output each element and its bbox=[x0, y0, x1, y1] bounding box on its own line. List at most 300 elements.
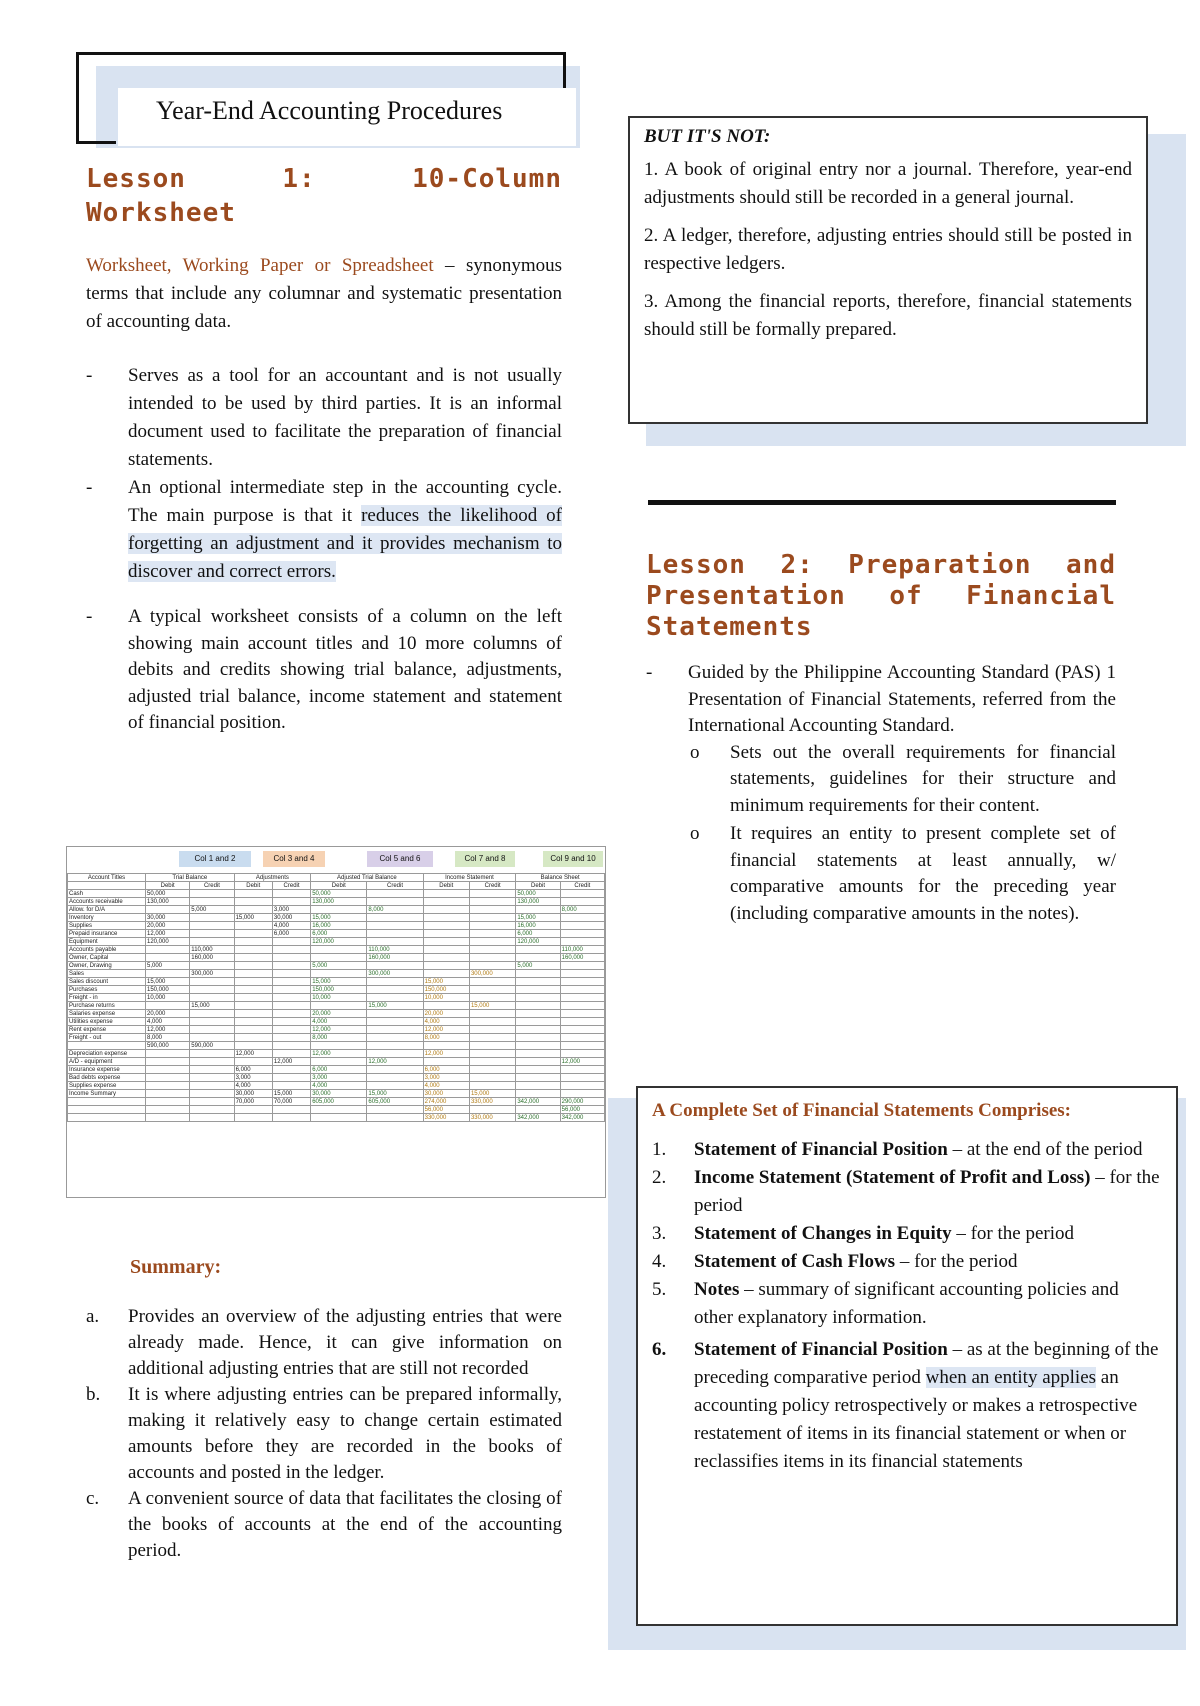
table-cell bbox=[146, 1058, 190, 1066]
table-cell bbox=[423, 930, 469, 938]
table-cell: Allow. for D/A bbox=[68, 906, 146, 914]
table-cell bbox=[469, 890, 515, 898]
not-box bbox=[628, 116, 1148, 424]
table-cell bbox=[234, 1026, 272, 1034]
table-cell bbox=[516, 1050, 560, 1058]
table-cell bbox=[68, 1042, 146, 1050]
table-cell: Cash bbox=[68, 890, 146, 898]
table-cell bbox=[560, 1050, 604, 1058]
table-cell bbox=[469, 938, 515, 946]
table-cell bbox=[311, 1058, 367, 1066]
fs-title: Statement of Financial Position bbox=[694, 1139, 948, 1160]
table-cell: 15,000 bbox=[311, 978, 367, 986]
table-cell bbox=[469, 1074, 515, 1082]
table-cell: Debit bbox=[311, 882, 367, 890]
chip-col-1-2: Col 1 and 2 bbox=[179, 851, 251, 867]
table-cell bbox=[146, 970, 190, 978]
table-cell: 12,000 bbox=[560, 1058, 604, 1066]
table-cell bbox=[146, 1066, 190, 1074]
sub-item-text: It requires an entity to present complete set of financial statements at least annually, w/ comparative amounts for the preceding year (including comparative amounts in the notes). bbox=[730, 823, 1116, 924]
table-cell: Inventory bbox=[68, 914, 146, 922]
table-cell bbox=[272, 986, 310, 994]
table-cell: Supplies bbox=[68, 922, 146, 930]
table-cell bbox=[272, 1050, 310, 1058]
table-row bbox=[68, 1098, 605, 1106]
table-cell bbox=[560, 898, 604, 906]
table-row bbox=[68, 922, 605, 930]
table-cell bbox=[234, 946, 272, 954]
table-cell: 330,000 bbox=[469, 1098, 515, 1106]
table-cell: 274,000 bbox=[423, 1098, 469, 1106]
table-cell bbox=[68, 882, 146, 890]
table-cell: 110,000 bbox=[190, 946, 234, 954]
table-cell bbox=[367, 1074, 423, 1082]
fs-desc: – as at the beginning of the preceding comparative period bbox=[694, 1339, 1159, 1388]
table-cell bbox=[190, 1050, 234, 1058]
table-cell bbox=[190, 898, 234, 906]
table-cell: Owner, Capital bbox=[68, 954, 146, 962]
summary-heading: Summary: bbox=[130, 1256, 222, 1278]
table-cell: Adjusted Trial Balance bbox=[311, 874, 423, 882]
table-cell: Balance Sheet bbox=[516, 874, 605, 882]
section-divider bbox=[648, 500, 1116, 505]
table-cell bbox=[516, 970, 560, 978]
table-cell: 15,000 bbox=[423, 978, 469, 986]
table-cell bbox=[146, 1114, 190, 1122]
table-cell: 150,000 bbox=[146, 986, 190, 994]
table-cell: Credit bbox=[367, 882, 423, 890]
table-cell: Utilities expense bbox=[68, 1018, 146, 1026]
table-cell: 10,000 bbox=[311, 994, 367, 1002]
table-cell bbox=[146, 1098, 190, 1106]
table-cell: Insurance expense bbox=[68, 1066, 146, 1074]
table-cell bbox=[311, 954, 367, 962]
table-cell: Debit bbox=[516, 882, 560, 890]
table-cell: 20,000 bbox=[311, 1010, 367, 1018]
fs-desc: – summary of significant accounting policies and other explanatory information. bbox=[694, 1279, 1119, 1328]
table-row bbox=[68, 914, 605, 922]
table-cell: 16,000 bbox=[516, 922, 560, 930]
table-cell bbox=[146, 946, 190, 954]
table-cell: 30,000 bbox=[234, 1090, 272, 1098]
table-cell bbox=[367, 986, 423, 994]
table-cell bbox=[311, 906, 367, 914]
table-cell bbox=[190, 922, 234, 930]
bullet-text: A typical worksheet consists of a column on the left showing main account titles and 10 more columns of debits and credits showing trial balance, adjustments, adjusted trial balance, income statement and statement of financial position. bbox=[128, 606, 562, 733]
table-cell: 56,000 bbox=[560, 1106, 604, 1114]
table-cell: Sales bbox=[68, 970, 146, 978]
table-cell: 342,000 bbox=[560, 1114, 604, 1122]
table-cell bbox=[469, 1082, 515, 1090]
fs-title: Statement of Financial Position bbox=[694, 1339, 948, 1360]
table-cell bbox=[272, 1002, 310, 1010]
table-cell: 4,000 bbox=[423, 1082, 469, 1090]
table-cell bbox=[560, 970, 604, 978]
table-cell: 8,000 bbox=[146, 1034, 190, 1042]
lesson2-heading-line2: Presentation of Financial bbox=[646, 581, 1116, 611]
table-cell bbox=[516, 946, 560, 954]
definition-term: Worksheet, Working Paper or Spreadsheet bbox=[86, 255, 434, 276]
table-cell: 300,000 bbox=[190, 970, 234, 978]
table-cell bbox=[234, 962, 272, 970]
table-cell bbox=[423, 1002, 469, 1010]
table-cell: Income Summary bbox=[68, 1090, 146, 1098]
table-cell bbox=[272, 1114, 310, 1122]
list-mark: c. bbox=[86, 1488, 100, 1509]
table-cell: 5,000 bbox=[190, 906, 234, 914]
table-cell bbox=[272, 1010, 310, 1018]
table-cell: 30,000 bbox=[423, 1090, 469, 1098]
table-cell bbox=[190, 1082, 234, 1090]
table-cell bbox=[469, 1018, 515, 1026]
table-cell bbox=[190, 1010, 234, 1018]
table-cell bbox=[423, 954, 469, 962]
table-row bbox=[68, 946, 605, 954]
bullet-text: An optional intermediate step in the accounting cycle. The main purpose is that it bbox=[128, 477, 562, 526]
not-heading: BUT IT'S NOT: bbox=[644, 126, 771, 147]
table-cell: 15,000 bbox=[367, 1090, 423, 1098]
summary-text: A convenient source of data that facilitates the closing of the books of accounts at the end of the accounting period. bbox=[128, 1488, 562, 1561]
complete-set-heading: A Complete Set of Financial Statements Comprises: bbox=[652, 1100, 1072, 1121]
table-cell: Freight - out bbox=[68, 1034, 146, 1042]
table-cell bbox=[469, 994, 515, 1002]
fs-number: 6. bbox=[652, 1339, 667, 1360]
table-subheader-row bbox=[68, 882, 605, 890]
table-row bbox=[68, 994, 605, 1002]
table-cell: 130,000 bbox=[311, 898, 367, 906]
table-row bbox=[68, 930, 605, 938]
table-row bbox=[68, 1090, 605, 1098]
table-cell bbox=[560, 1042, 604, 1050]
list-item: - Guided by the Philippine Accounting Standard (PAS) 1 Presentation of Financial Statements, referred from the International Accounting Standard. bbox=[646, 662, 1116, 736]
table-cell bbox=[367, 1066, 423, 1074]
table-cell: 8,000 bbox=[367, 906, 423, 914]
table-row bbox=[68, 1058, 605, 1066]
lesson2-heading bbox=[646, 550, 1116, 643]
chip-col-7-8: Col 7 and 8 bbox=[455, 851, 515, 867]
lesson2-heading-line3: Statements bbox=[646, 612, 813, 642]
table-cell: 10,000 bbox=[146, 994, 190, 1002]
table-cell bbox=[272, 938, 310, 946]
table-cell: 70,000 bbox=[234, 1098, 272, 1106]
table-row bbox=[68, 1002, 605, 1010]
table-cell bbox=[234, 930, 272, 938]
table-row bbox=[68, 1082, 605, 1090]
table-cell bbox=[190, 1098, 234, 1106]
table-cell: Debit bbox=[423, 882, 469, 890]
table-cell bbox=[367, 994, 423, 1002]
table-row bbox=[68, 1114, 605, 1122]
chip-col-5-6: Col 5 and 6 bbox=[367, 851, 433, 867]
table-cell: 120,000 bbox=[516, 938, 560, 946]
fs-title: Statement of Cash Flows bbox=[694, 1251, 896, 1272]
table-cell bbox=[423, 1042, 469, 1050]
fs-item bbox=[652, 1336, 1162, 1476]
summary-list bbox=[86, 1304, 562, 1564]
table-cell bbox=[190, 1090, 234, 1098]
fs-desc-highlight: when an entity applies bbox=[925, 1367, 1097, 1388]
table-cell bbox=[367, 898, 423, 906]
table-cell bbox=[68, 1098, 146, 1106]
table-cell bbox=[234, 1010, 272, 1018]
table-cell: 10,000 bbox=[423, 994, 469, 1002]
table-cell bbox=[469, 962, 515, 970]
table-cell bbox=[146, 1082, 190, 1090]
table-cell: 8,000 bbox=[423, 1034, 469, 1042]
table-cell bbox=[367, 914, 423, 922]
table-cell bbox=[272, 890, 310, 898]
bullet-highlight-text: reduces the likelihood of forgetting an adjustment and it provides mechanism to discover and correct errors. bbox=[128, 505, 563, 582]
table-cell bbox=[516, 1034, 560, 1042]
table-cell: 330,000 bbox=[469, 1114, 515, 1122]
table-cell bbox=[516, 1090, 560, 1098]
sub-list-item bbox=[690, 740, 1116, 820]
table-cell: 3,000 bbox=[423, 1074, 469, 1082]
table-cell bbox=[516, 978, 560, 986]
table-cell: 30,000 bbox=[311, 1090, 367, 1098]
table-cell bbox=[272, 1074, 310, 1082]
table-cell: 4,000 bbox=[234, 1082, 272, 1090]
table-cell bbox=[367, 1018, 423, 1026]
table-cell: 110,000 bbox=[367, 946, 423, 954]
table-cell bbox=[516, 994, 560, 1002]
table-cell: Trial Balance bbox=[146, 874, 235, 882]
table-cell bbox=[560, 1002, 604, 1010]
table-cell bbox=[469, 1034, 515, 1042]
table-cell bbox=[367, 962, 423, 970]
table-cell bbox=[190, 914, 234, 922]
lesson1-bullets bbox=[86, 362, 562, 737]
table-cell bbox=[272, 962, 310, 970]
sub-item-text: Sets out the overall requirements for financial statements, guidelines for their structure and minimum requirements for their content. bbox=[730, 741, 1116, 816]
fs-item bbox=[652, 1164, 1162, 1220]
table-cell: Bad debts expense bbox=[68, 1074, 146, 1082]
table-row bbox=[68, 1018, 605, 1026]
fs-number: 4. bbox=[652, 1251, 667, 1272]
sub-mark: o bbox=[690, 741, 700, 763]
table-cell bbox=[190, 1058, 234, 1066]
table-cell bbox=[367, 930, 423, 938]
fs-item bbox=[652, 1248, 1162, 1276]
table-cell bbox=[560, 962, 604, 970]
table-cell bbox=[516, 1018, 560, 1026]
table-cell bbox=[234, 978, 272, 986]
summary-text: It is where adjusting entries can be prepared informally, making it relatively easy to change certain estimated amounts before they are recorded in the books of accounts and posted in the ledger. bbox=[128, 1384, 562, 1483]
table-cell: Credit bbox=[190, 882, 234, 890]
not-item: 1. A book of original entry nor a journal. Therefore, year-end adjustments should still be recorded in a general journal. bbox=[644, 159, 1132, 208]
table-cell: 605,000 bbox=[311, 1098, 367, 1106]
fs-number: 5. bbox=[652, 1279, 667, 1300]
fs-desc: – for the period bbox=[951, 1223, 1074, 1244]
table-cell bbox=[272, 954, 310, 962]
table-cell: 50,000 bbox=[516, 890, 560, 898]
table-cell bbox=[311, 1114, 367, 1122]
table-cell bbox=[311, 1042, 367, 1050]
fs-item bbox=[652, 1136, 1162, 1164]
table-cell bbox=[367, 978, 423, 986]
complete-set-box bbox=[636, 1086, 1178, 1626]
table-cell bbox=[516, 1042, 560, 1050]
table-cell bbox=[272, 978, 310, 986]
table-cell: Debit bbox=[146, 882, 190, 890]
fs-number: 1. bbox=[652, 1139, 667, 1160]
table-cell bbox=[311, 970, 367, 978]
fs-title: Income Statement (Statement of Profit and Loss) bbox=[694, 1167, 1091, 1188]
table-cell: 20,000 bbox=[146, 1010, 190, 1018]
table-cell bbox=[367, 1082, 423, 1090]
table-cell bbox=[190, 1106, 234, 1114]
table-cell bbox=[423, 938, 469, 946]
table-cell: Purchases bbox=[68, 986, 146, 994]
table-cell: 5,000 bbox=[146, 962, 190, 970]
table-cell bbox=[234, 1002, 272, 1010]
table-cell bbox=[560, 986, 604, 994]
table-cell: 30,000 bbox=[272, 914, 310, 922]
table-cell: 160,000 bbox=[190, 954, 234, 962]
list-mark: b. bbox=[86, 1384, 101, 1405]
table-cell bbox=[234, 986, 272, 994]
table-cell: 15,000 bbox=[146, 978, 190, 986]
table-cell bbox=[516, 906, 560, 914]
table-cell bbox=[190, 930, 234, 938]
table-cell bbox=[367, 1042, 423, 1050]
table-cell bbox=[190, 978, 234, 986]
fs-title: Statement of Changes in Equity bbox=[694, 1223, 952, 1244]
table-cell: Salaries expense bbox=[68, 1010, 146, 1018]
table-cell: 15,000 bbox=[272, 1090, 310, 1098]
table-cell: 590,000 bbox=[190, 1042, 234, 1050]
table-cell bbox=[234, 1058, 272, 1066]
table-cell bbox=[190, 1034, 234, 1042]
table-cell bbox=[272, 1034, 310, 1042]
table-cell bbox=[234, 906, 272, 914]
table-cell bbox=[190, 1066, 234, 1074]
table-cell bbox=[367, 938, 423, 946]
list-mark: a. bbox=[86, 1306, 100, 1327]
table-cell bbox=[469, 978, 515, 986]
table-cell: 120,000 bbox=[311, 938, 367, 946]
table-cell: 50,000 bbox=[311, 890, 367, 898]
table-cell bbox=[272, 994, 310, 1002]
table-header-row bbox=[68, 874, 605, 882]
table-cell: Sales discount bbox=[68, 978, 146, 986]
table-cell bbox=[560, 930, 604, 938]
table-cell: 6,000 bbox=[311, 1066, 367, 1074]
summary-text: Provides an overview of the adjusting entries that were already made. Hence, it can give information on additional adjusting entries that are still not recorded bbox=[128, 1306, 562, 1379]
list-item: - Serves as a tool for an accountant and is not usually intended to be used by third parties. It is an informal document used to facilitate the preparation of financial statements. bbox=[86, 365, 562, 470]
worksheet-table bbox=[67, 873, 605, 1122]
table-cell: 4,000 bbox=[146, 1018, 190, 1026]
table-cell: 15,000 bbox=[311, 914, 367, 922]
fs-number: 3. bbox=[652, 1223, 667, 1244]
table-cell: 15,000 bbox=[469, 1090, 515, 1098]
table-cell bbox=[234, 890, 272, 898]
table-cell bbox=[367, 1106, 423, 1114]
table-cell: 15,000 bbox=[234, 914, 272, 922]
bullet-text: Serves as a tool for an accountant and is not usually intended to be used by third parties. It is an informal document used to facilitate the preparation of financial statements. bbox=[128, 365, 562, 470]
table-cell: 160,000 bbox=[560, 954, 604, 962]
table-cell: 12,000 bbox=[311, 1050, 367, 1058]
table-cell bbox=[190, 986, 234, 994]
table-cell bbox=[190, 994, 234, 1002]
table-cell bbox=[146, 906, 190, 914]
table-cell: 15,000 bbox=[516, 914, 560, 922]
table-cell bbox=[146, 954, 190, 962]
table-row bbox=[68, 906, 605, 914]
chip-col-9-10: Col 9 and 10 bbox=[543, 851, 603, 867]
table-cell bbox=[469, 986, 515, 994]
table-cell bbox=[272, 1018, 310, 1026]
table-row bbox=[68, 890, 605, 898]
table-cell: A/D - equipment bbox=[68, 1058, 146, 1066]
table-cell: 16,000 bbox=[311, 922, 367, 930]
table-cell: Accounts receivable bbox=[68, 898, 146, 906]
table-cell: Equipment bbox=[68, 938, 146, 946]
table-cell bbox=[516, 1106, 560, 1114]
table-cell bbox=[469, 1042, 515, 1050]
table-cell bbox=[560, 994, 604, 1002]
table-cell bbox=[234, 938, 272, 946]
table-cell bbox=[560, 1074, 604, 1082]
list-item bbox=[86, 1382, 562, 1486]
table-row bbox=[68, 1074, 605, 1082]
table-cell bbox=[272, 1082, 310, 1090]
table-cell: 300,000 bbox=[469, 970, 515, 978]
table-cell: 12,000 bbox=[423, 1026, 469, 1034]
table-row bbox=[68, 962, 605, 970]
table-cell bbox=[311, 1002, 367, 1010]
table-cell: 15,000 bbox=[469, 1002, 515, 1010]
lesson1-heading-word3: 10-Column bbox=[412, 164, 562, 194]
table-cell bbox=[469, 1106, 515, 1114]
table-cell: 160,000 bbox=[367, 954, 423, 962]
table-cell: 5,000 bbox=[311, 962, 367, 970]
table-cell bbox=[272, 1106, 310, 1114]
table-cell: 12,000 bbox=[367, 1058, 423, 1066]
table-cell: Supplies expense bbox=[68, 1082, 146, 1090]
table-cell: 6,000 bbox=[272, 930, 310, 938]
table-cell bbox=[516, 1002, 560, 1010]
table-cell bbox=[516, 986, 560, 994]
table-cell: 12,000 bbox=[146, 1026, 190, 1034]
table-row bbox=[68, 1026, 605, 1034]
table-row bbox=[68, 938, 605, 946]
table-cell bbox=[423, 906, 469, 914]
table-cell bbox=[469, 914, 515, 922]
table-cell bbox=[234, 922, 272, 930]
table-cell bbox=[272, 1026, 310, 1034]
table-cell bbox=[190, 1018, 234, 1026]
table-cell bbox=[516, 1058, 560, 1066]
table-cell bbox=[469, 1010, 515, 1018]
table-cell: 15,000 bbox=[367, 1002, 423, 1010]
table-cell bbox=[311, 946, 367, 954]
table-cell: 30,000 bbox=[146, 914, 190, 922]
table-cell: 4,000 bbox=[311, 1082, 367, 1090]
table-cell bbox=[190, 962, 234, 970]
lesson2-list bbox=[646, 660, 1116, 927]
table-cell: Prepaid insurance bbox=[68, 930, 146, 938]
table-cell bbox=[234, 1042, 272, 1050]
table-cell bbox=[469, 1050, 515, 1058]
table-cell bbox=[560, 1018, 604, 1026]
worksheet-definition bbox=[86, 252, 562, 336]
table-cell: 330,000 bbox=[423, 1114, 469, 1122]
table-cell bbox=[234, 898, 272, 906]
table-row bbox=[68, 1042, 605, 1050]
table-cell: Income Statement bbox=[423, 874, 516, 882]
document-title: Year-End Accounting Procedures bbox=[156, 96, 503, 125]
